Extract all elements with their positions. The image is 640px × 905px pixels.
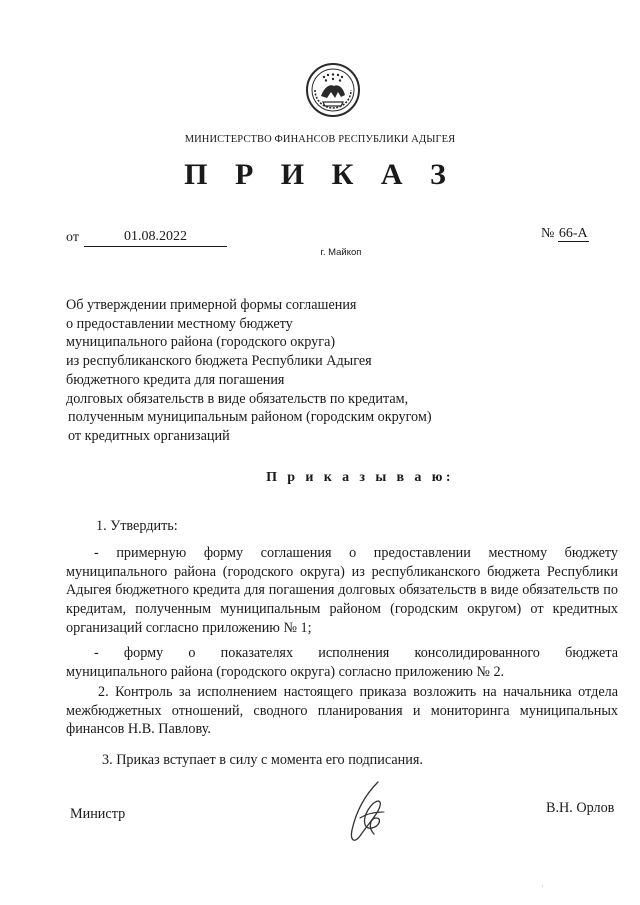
scan-mark: · — [541, 882, 544, 891]
paragraph-line: муниципального района (городского округа) согласно приложению № 2. — [66, 663, 505, 680]
order-date: 01.08.2022 — [124, 229, 187, 244]
subject-line: муниципального района (городского округа) — [66, 334, 336, 351]
paragraph-approve-form — [66, 644, 618, 681]
subject-line: долговых обязательств в виде обязательств по кредитам, — [66, 390, 409, 407]
document-title: П Р И К А З — [184, 158, 456, 191]
signer-title: Министр — [70, 806, 126, 822]
subject-block — [66, 296, 432, 446]
city: г. Майкоп — [320, 247, 362, 258]
number-value: 66-А — [558, 226, 588, 241]
subject-line: полученным муниципальным районом (городским округом) — [68, 409, 432, 426]
subject-line: Об утверждении примерной формы соглашения — [66, 297, 357, 313]
subject-line: из республиканского бюджета Республики Адыгея — [66, 353, 372, 370]
subject-line: от кредитных организаций — [68, 427, 230, 444]
paragraph-line: - форму о показателях исполнения консолидированного бюджета — [94, 645, 618, 661]
coat-of-arms-icon — [305, 62, 361, 118]
paragraph-effective: 3. Приказ вступает в силу с момента его подписания. — [102, 752, 423, 768]
subject-line: о предоставлении местному бюджету — [66, 315, 293, 332]
paragraph-control: 2. Контроль за исполнением настоящего приказа возложить на начальника отдела межбюджетных отношений, сводного планирования и мониторинга муниципальных финансов Н.В. Павлову. — [66, 684, 618, 738]
number-prefix: № — [541, 226, 555, 241]
subject-line: бюджетного кредита для погашения — [66, 371, 285, 388]
date-prefix: от — [66, 230, 79, 245]
paragraph-1: 1. Утвердить: — [96, 518, 178, 534]
order-heading: П р и к а з ы в а ю: — [266, 470, 454, 485]
ministry-name: МИНИСТЕРСТВО ФИНАНСОВ РЕСПУБЛИКИ АДЫГЕЯ — [184, 134, 456, 145]
order-number — [541, 226, 589, 242]
signer-name: В.Н. Орлов — [546, 800, 615, 816]
handwritten-signature-icon — [334, 778, 402, 848]
paragraph-approve-agreement: - примерную форму соглашения о предоставлении местному бюджету муниципального района (городского округа) из республиканского бюджета Республики Адыгея бюджетного кредита для погашения долговых обязательств в виде обязательств по кредитам, полученным муниципальным районом (городским округом) от кредитных организаций согласно приложению № 1; — [66, 545, 618, 636]
